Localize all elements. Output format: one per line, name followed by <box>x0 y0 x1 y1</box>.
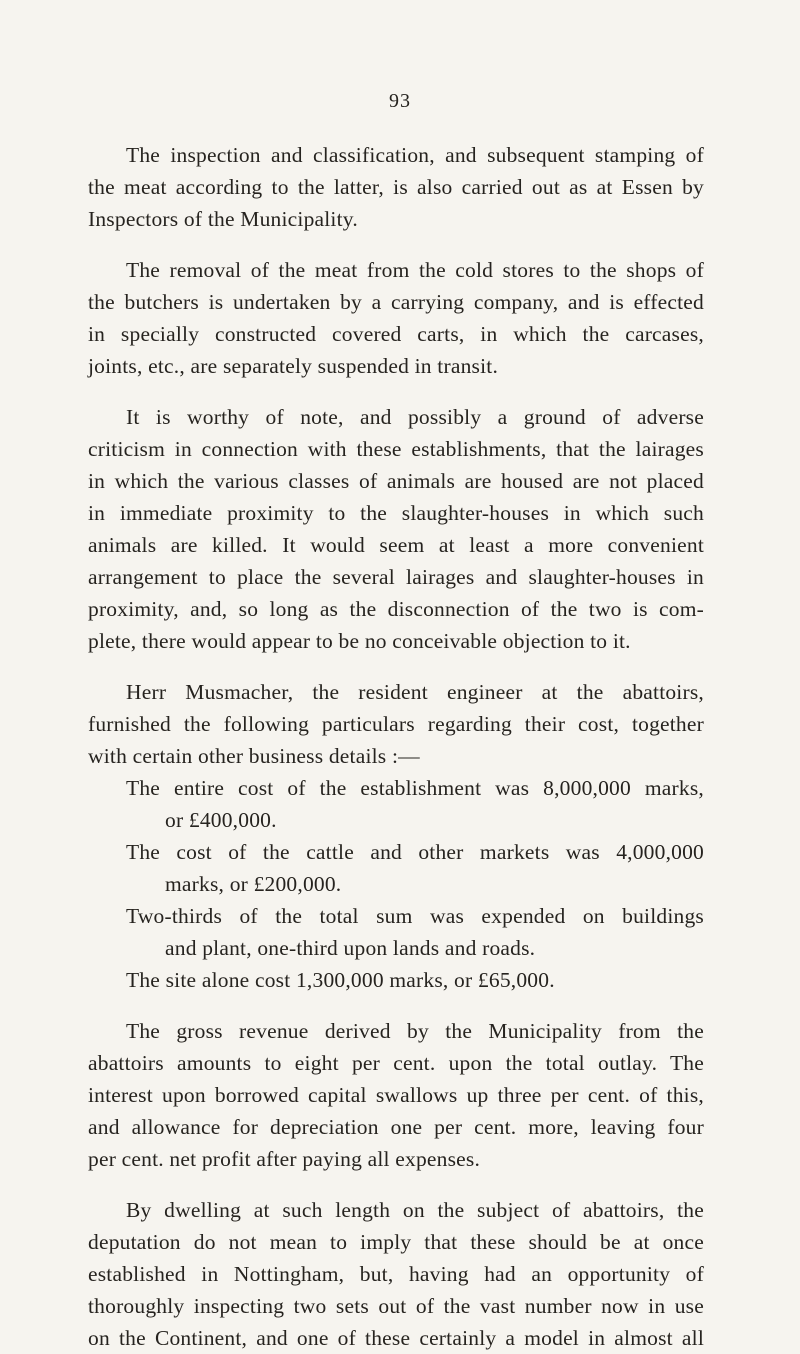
text-line: furnished the following particulars regarding their cost, together <box>88 712 704 736</box>
text-line: abattoirs amounts to eight per cent. upon the total outlay. The <box>88 1051 704 1075</box>
paragraph-lairages <box>88 401 704 657</box>
text-line: proximity, and, so long as the disconnection of the two is com- <box>88 597 704 621</box>
text-line: The inspection and classification, and subsequent stamping of <box>126 143 704 167</box>
text-line: the meat according to the latter, is also carried out as at Essen by <box>88 175 704 199</box>
paragraph-inspection <box>88 139 704 235</box>
text-line: the butchers is undertaken by a carrying company, and is effected <box>88 290 704 314</box>
cost-list <box>88 772 704 996</box>
text-line: on the Continent, and one of these certainly a model in almost all <box>88 1326 704 1350</box>
text-line: The cost of the cattle and other markets was 4,000,000 <box>126 840 704 864</box>
text-line: established in Nottingham, but, having had an opportunity of <box>88 1262 704 1286</box>
text-line: It is worthy of note, and possibly a ground of adverse <box>126 405 704 429</box>
text-line: per cent. net profit after paying all expenses. <box>88 1147 481 1171</box>
text-line: plete, there would appear to be no conceivable objection to it. <box>88 629 631 653</box>
list-item <box>88 836 704 900</box>
paragraph-musmacher <box>88 676 704 772</box>
text-line: and allowance for depreciation one per cent. more, leaving four <box>88 1115 704 1139</box>
text-line: with certain other business details :— <box>88 744 420 768</box>
text-line: criticism in connection with these establishments, that the lairages <box>88 437 704 461</box>
body-text <box>88 139 704 1354</box>
text-line: or £400,000. <box>165 808 277 832</box>
text-line: in immediate proximity to the slaughter-houses in which such <box>88 501 704 525</box>
paragraph-revenue <box>88 1015 704 1175</box>
text-line: thoroughly inspecting two sets out of the vast number now in use <box>88 1294 704 1318</box>
text-line: deputation do not mean to imply that these should be at once <box>88 1230 704 1254</box>
paragraph-deputation <box>88 1194 704 1354</box>
text-line: By dwelling at such length on the subject of abattoirs, the <box>126 1198 704 1222</box>
text-line: animals are killed. It would seem at least a more convenient <box>88 533 704 557</box>
text-line: The gross revenue derived by the Municipality from the <box>126 1019 704 1043</box>
text-line: interest upon borrowed capital swallows up three per cent. of this, <box>88 1083 704 1107</box>
text-line: Herr Musmacher, the resident engineer at the abattoirs, <box>126 680 704 704</box>
list-item <box>88 772 704 836</box>
text-line: Inspectors of the Municipality. <box>88 207 358 231</box>
page-number: 93 <box>389 90 411 112</box>
text-line: joints, etc., are separately suspended in transit. <box>88 354 499 378</box>
paragraph-removal <box>88 254 704 382</box>
text-line: and plant, one-third upon lands and roads. <box>165 936 536 960</box>
list-item <box>88 964 704 996</box>
list-item <box>88 900 704 964</box>
text-line: The removal of the meat from the cold stores to the shops of <box>126 258 704 282</box>
text-line: The entire cost of the establishment was 8,000,000 marks, <box>126 776 704 800</box>
text-line: Two-thirds of the total sum was expended on buildings <box>126 904 704 928</box>
text-line: in specially constructed covered carts, in which the carcases, <box>88 322 704 346</box>
text-line: in which the various classes of animals are housed are not placed <box>88 469 704 493</box>
text-line: arrangement to place the several lairages and slaughter-houses in <box>88 565 704 589</box>
text-line: The site alone cost 1,300,000 marks, or £65,000. <box>126 968 555 992</box>
text-line: marks, or £200,000. <box>165 872 342 896</box>
